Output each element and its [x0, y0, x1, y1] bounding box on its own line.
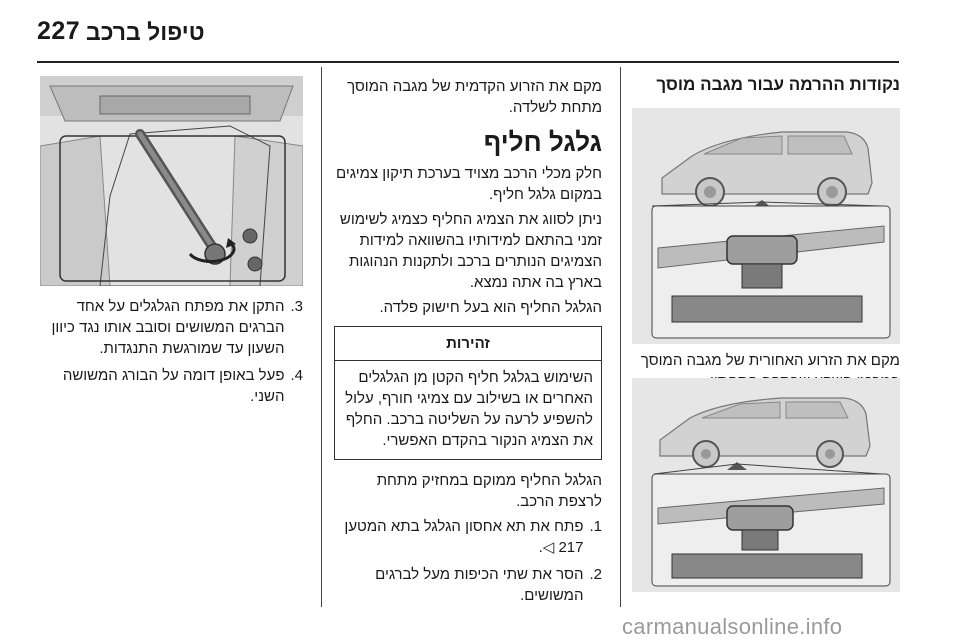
step-text: הסר את שתי הכיפות מעל לברגים המשושים. [375, 566, 584, 604]
page-header-title: טיפול ברכב [86, 19, 205, 45]
rear-arm-caption: מקם את הזרוע האחורית של מגבה המוסך [640, 352, 900, 369]
front-arm-text: מקם את הזרוע הקדמית של מגבה המוסך מתחת לשלדה. [347, 78, 602, 116]
step-item [334, 516, 602, 558]
step-text: התקן את מפתח הגלגלים על אחד הברגים המשושים וסובב אותו נגד כיוון השעון עד שמורגשת התנגדות. [51, 298, 285, 357]
step-number: 3. [290, 298, 303, 315]
warning-box [334, 326, 602, 460]
step-text: פעל באופן דומה על הבורג המשושה השני. [62, 367, 285, 405]
step-number: 4. [290, 367, 303, 384]
column-divider-right [620, 67, 621, 607]
step-item [40, 296, 303, 359]
step-text: פתח את תא אחסון הגלגל בתא המטען 217 ◁. [344, 518, 584, 556]
left-column [40, 296, 303, 413]
spare-wheel-para-3: הגלגל החליף הוא בעל חישוק פלדה. [379, 299, 602, 316]
lift-points-heading: נקודות ההרמה עבור מגבה מוסך [656, 75, 900, 94]
rear-lift-figure [632, 108, 900, 344]
step-number: 1. [589, 518, 602, 535]
front-lift-figure [632, 378, 900, 592]
step-item [334, 564, 602, 606]
steps-list-1 [334, 516, 602, 606]
header-rule [37, 61, 899, 63]
spare-wheel-para-1: חלק מכלי הרכב מצויד בערכת תיקון צמיגים במקום גלגל חליף. [335, 165, 602, 203]
spare-wheel-para-4: הגלגל החליף ממוקם במחזיק מתחת לרצפת הרכב. [376, 472, 602, 510]
step-number: 2. [589, 566, 602, 583]
page-number: 227 [37, 17, 81, 45]
right-column [632, 74, 900, 99]
warning-body: השימוש בגלגל חליף הקטן מן הגלגלים האחרים או בשילוב עם צמיגי חורף, עלול להשפיע לרעה על השליטה ברכב. החלף את הצמיג הנקור בהקדם האפשרי. [345, 369, 593, 449]
wheel-wrench-figure [40, 76, 303, 286]
steps-list-2 [40, 296, 303, 407]
watermark-text: carmanualsonline.info [622, 614, 843, 639]
warning-title: זהירות [335, 327, 601, 361]
spare-wheel-para-2: ניתן לסווג את הצמיג החליף כצמיג לשימוש זמני בהתאם למידותיו בהשוואה למידות הצמיגים הנותרים ברכב ולתקנות הנהוגות בארץ בה אתה נמצא. [339, 211, 602, 291]
spare-wheel-title: גלגל חליף [483, 127, 602, 157]
step-item [40, 365, 303, 407]
middle-column [334, 76, 602, 612]
column-divider-left [321, 67, 322, 607]
